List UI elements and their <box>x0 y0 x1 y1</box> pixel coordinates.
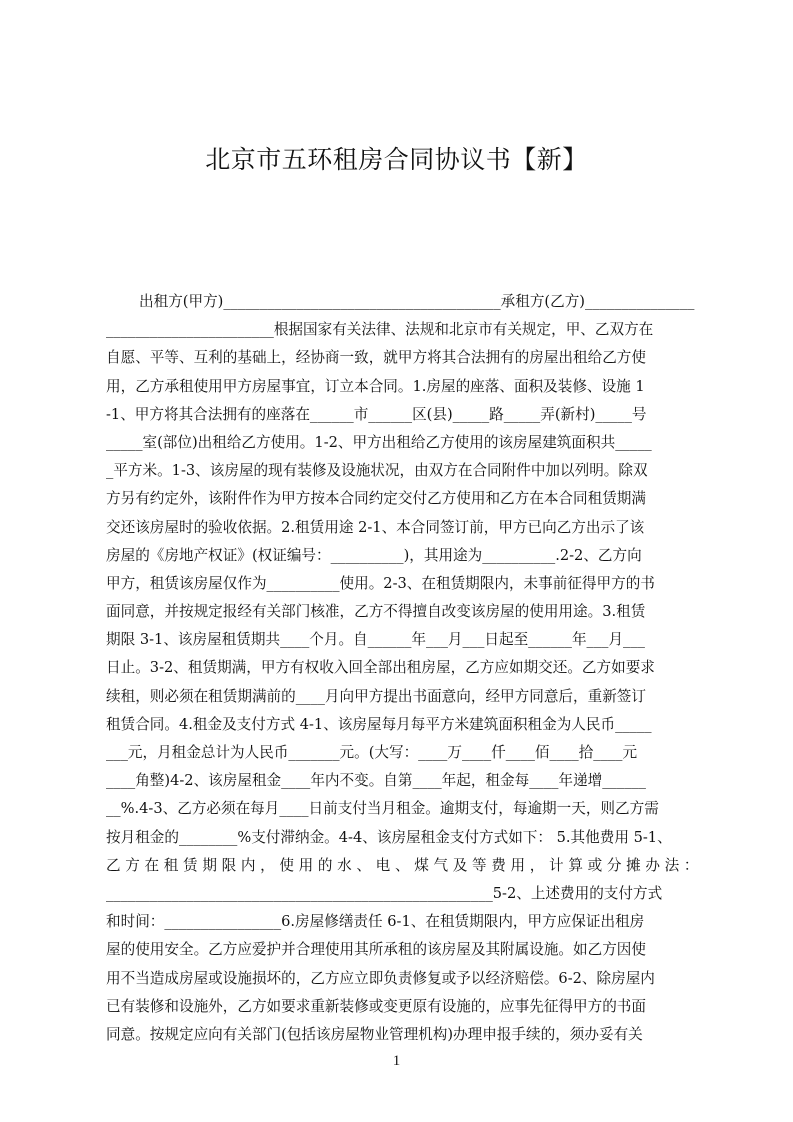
body-line: ___元，月租金总计为人民币_______元。(大写：____万____仟____佰____拾____元 <box>106 744 638 761</box>
body-line: _______________________根据国家有关法律、法规和北京市有关规定，甲、乙双方在 <box>106 321 654 339</box>
body-line: 面同意，并按规定报经有关部门核准，乙方不得擅自改变该房屋的使用用途。3.租赁 <box>106 603 646 621</box>
document-title: 北京市五环租房合同协议书【新】 <box>205 145 588 174</box>
body-line: 期限 3-1、该房屋租赁期共____个月。自______年___月___日起至______年___月___ <box>106 631 645 649</box>
body-line: _平方米。1-3、该房屋的现有装修及设施状况，由双方在合同附件中加以列明。除双 <box>106 462 648 480</box>
body-line: 用，乙方承租使用甲方房屋事宜，订立本合同。1.房屋的座落、面积及装修、设施 1 <box>106 377 645 395</box>
body-line: 自愿、平等、互利的基础上，经协商一致，就甲方将其合法拥有的房屋出租给乙方使 <box>106 349 646 367</box>
body-line: -1、甲方将其合法拥有的座落在______市______区(县)_____路_____弄(新村)_____号 <box>106 405 647 423</box>
body-line: 乙方在租赁期限内，使用的水、电、煤气及等费用，计算或分摊办法： <box>106 856 700 874</box>
body-line: 出租方(甲方)______________________________________承租方(乙方)_______________ <box>139 293 695 310</box>
body-line: 按月租金的________%支付滞纳金。4-4、该房屋租金支付方式如下： 5.其他费用 5-1、 <box>106 828 672 846</box>
body-line: 交还该房屋时的验收依据。2.租赁用途 2-1、本合同签订前，甲方已向乙方出示了该 <box>106 518 645 536</box>
body-line: 续租，则必须在租赁期满前的____月向甲方提出书面意向，经甲方同意后，重新签订 <box>106 687 646 705</box>
body-line: _____________________________________________________5-2、上述费用的支付方式 <box>106 884 663 902</box>
body-line: 用不当造成房屋或设施损坏的，乙方应立即负责修复或予以经济赔偿。6-2、除房屋内 <box>106 969 655 987</box>
body-line: 和时间：________________6.房屋修缮责任 6-1、在租赁期限内，甲方应保证出租房 <box>106 913 645 931</box>
body-line: __%.4-3、乙方必须在每月____日前支付当月租金。逾期支付，每逾期一天，则乙方需 <box>106 800 659 818</box>
page-number: 1 <box>392 1053 401 1069</box>
body-line: 甲方，租赁该房屋仅作为__________使用。2-3、在租赁期限内，未事前征得甲方的书 <box>106 574 655 592</box>
body-line: 已有装修和设施外，乙方如要求重新装修或变更原有设施的，应事先征得甲方的书面 <box>106 997 646 1015</box>
body-line: ____角整)4-2、该房屋租金____年内不变。自第____年起，租金每____年递增______ <box>106 772 646 790</box>
body-line: 日止。3-2、租赁期满，甲方有权收入回全部出租房屋，乙方应如期交还。乙方如要求 <box>106 659 655 677</box>
body-line: 租赁合同。4.租金及支付方式 4-1、该房屋每月每平方米建筑面积租金为人民币_____ <box>106 715 652 733</box>
body-line: 方另有约定外，该附件作为甲方按本合同约定交付乙方使用和乙方在本合同租赁期满 <box>106 490 646 508</box>
body-line: _____室(部位)出租给乙方使用。1-2、甲方出租给乙方使用的该房屋建筑面积共_____ <box>106 433 652 451</box>
body-line: 房屋的《房地产权证》(权证编号：__________)，其用途为__________.2-2、乙方向 <box>106 546 642 564</box>
contract-body <box>106 288 700 1049</box>
body-line: 屋的使用安全。乙方应爱护并合理使用其所承租的该房屋及其附属设施。如乙方因使 <box>106 941 646 959</box>
body-line: 同意。按规定应向有关部门(包括该房屋物业管理机构)办理申报手续的，须办妥有关 <box>106 1025 643 1043</box>
